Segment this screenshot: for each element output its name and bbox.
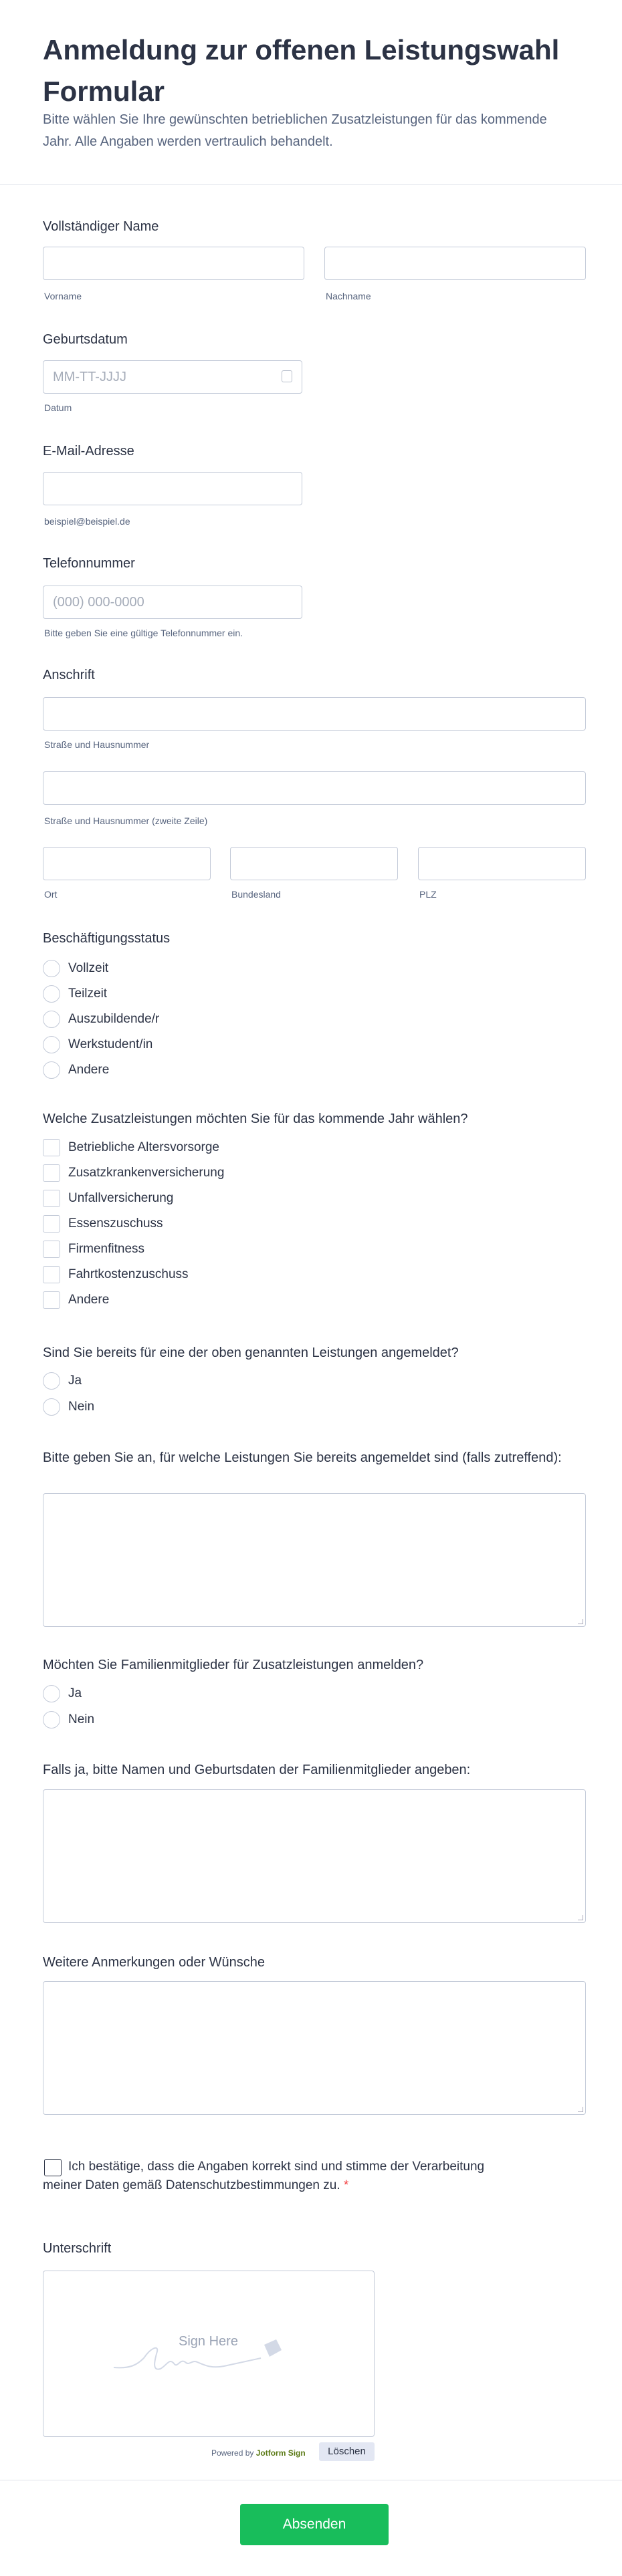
option-label: Firmenfitness (68, 1242, 145, 1256)
phone-sublabel: Bitte geben Sie eine gültige Telefonnummer ein. (44, 628, 243, 638)
remarks-textarea[interactable] (43, 1981, 586, 2115)
radio-button[interactable] (43, 960, 60, 977)
phone-input[interactable] (43, 586, 302, 619)
consent-label (43, 2158, 511, 2195)
checkbox-option[interactable] (43, 1291, 109, 1309)
radio-button[interactable] (43, 1372, 60, 1390)
checkbox-option[interactable] (43, 1265, 189, 1284)
consent-text: Ich bestätige, dass die Angaben korrekt sind und stimme der Verarbeitung meiner Daten gemäß Datenschutzbestimmungen zu. (43, 2160, 485, 2192)
checkbox[interactable] (43, 1164, 60, 1182)
last-name-input[interactable] (324, 247, 586, 280)
resize-handle-icon[interactable] (578, 2107, 583, 2112)
email-sublabel: beispiel@beispiel.de (44, 516, 130, 527)
form-title: Anmeldung zur offenen Leistungswahl Formular (43, 34, 560, 107)
birthdate-label: Geburtsdatum (43, 332, 128, 347)
option-label: Werkstudent/in (68, 1037, 153, 1051)
birthdate-placeholder: MM-TT-JJJJ (53, 370, 126, 384)
checkbox[interactable] (43, 1215, 60, 1233)
street2-sublabel: Straße und Hausnummer (zweite Zeile) (44, 815, 208, 826)
signature-pad[interactable] (43, 2271, 375, 2437)
checkbox-option[interactable] (43, 1189, 173, 1208)
checkbox-option[interactable] (43, 1240, 144, 1259)
birthdate-sublabel: Datum (44, 402, 72, 413)
option-label: Betriebliche Altersvorsorge (68, 1140, 219, 1154)
option-label: Ja (68, 1374, 82, 1388)
zip-input[interactable] (418, 847, 586, 880)
radio-button[interactable] (43, 1036, 60, 1053)
option-label: Nein (68, 1712, 95, 1726)
enrolled-label: Sind Sie bereits für eine der oben genannten Leistungen angemeldet? (43, 1345, 459, 1360)
birthdate-input[interactable] (43, 360, 302, 394)
street2-input[interactable] (43, 771, 586, 805)
radio-option[interactable] (43, 1372, 82, 1390)
signature-label: Unterschrift (43, 2241, 112, 2256)
calendar-icon[interactable] (282, 370, 292, 382)
clear-signature-button[interactable]: Löschen (319, 2442, 375, 2461)
radio-button[interactable] (43, 1711, 60, 1728)
option-label: Essenszuschuss (68, 1216, 163, 1231)
jotform-sign-brand: Jotform Sign (255, 2448, 306, 2458)
radio-option[interactable] (43, 959, 108, 978)
checkbox-option[interactable] (43, 1214, 163, 1233)
radio-option[interactable] (43, 1684, 82, 1703)
option-label: Unfallversicherung (68, 1191, 174, 1205)
resize-handle-icon[interactable] (578, 1915, 583, 1920)
enrolled-detail-label: Bitte geben Sie an, für welche Leistungen Sie bereits angemeldet sind (falls zutreffend): (43, 1450, 562, 1465)
address-label: Anschrift (43, 668, 95, 682)
resize-handle-icon[interactable] (578, 1619, 583, 1624)
option-label: Fahrtkostenzuschuss (68, 1267, 189, 1281)
radio-option[interactable] (43, 1035, 152, 1054)
email-label: E-Mail-Adresse (43, 444, 134, 459)
option-label: Ja (68, 1686, 82, 1700)
checkbox[interactable] (43, 1266, 60, 1283)
radio-option[interactable] (43, 1398, 94, 1416)
name-label: Vollständiger Name (43, 219, 159, 234)
radio-button[interactable] (43, 985, 60, 1003)
header-divider (0, 184, 622, 185)
radio-button[interactable] (43, 1398, 60, 1416)
city-input[interactable] (43, 847, 211, 880)
city-sublabel: Ort (44, 889, 58, 900)
option-label: Andere (68, 1063, 110, 1077)
checkbox[interactable] (43, 1291, 60, 1309)
powered-by (211, 2448, 306, 2458)
radio-button[interactable] (43, 1011, 60, 1028)
powered-by-text: Powered by (211, 2448, 254, 2458)
email-input[interactable] (43, 472, 302, 505)
checkbox-option[interactable] (43, 1138, 219, 1157)
checkbox[interactable] (43, 1139, 60, 1156)
option-label: Auszubildende/r (68, 1012, 160, 1026)
required-asterisk: * (343, 2178, 349, 2192)
state-sublabel: Bundesland (231, 889, 281, 900)
radio-option[interactable] (43, 985, 107, 1003)
family-label: Möchten Sie Familienmitglieder für Zusatzleistungen anmelden? (43, 1658, 424, 1672)
benefits-label: Welche Zusatzleistungen möchten Sie für das kommende Jahr wählen? (43, 1112, 468, 1126)
first-name-sublabel: Vorname (44, 291, 82, 301)
zip-sublabel: PLZ (419, 889, 437, 900)
phone-placeholder: (000) 000-0000 (53, 595, 144, 610)
remarks-label: Weitere Anmerkungen oder Wünsche (43, 1955, 266, 1970)
state-input[interactable] (230, 847, 398, 880)
option-label: Andere (68, 1293, 110, 1307)
form-subtitle: Bitte wählen Sie Ihre gewünschten betrieblichen Zusatzleistungen für das kommende Jahr. Alle Angaben werden vertraulich behandelt. (43, 112, 547, 149)
option-label: Nein (68, 1400, 95, 1414)
checkbox[interactable] (43, 1190, 60, 1207)
option-label: Zusatzkrankenversicherung (68, 1166, 225, 1180)
checkbox-option[interactable] (43, 1164, 224, 1182)
family-detail-textarea[interactable] (43, 1789, 586, 1923)
checkbox[interactable] (43, 1241, 60, 1258)
radio-option[interactable] (43, 1061, 109, 1079)
signature-scribble-icon (110, 2338, 311, 2378)
radio-option[interactable] (43, 1710, 94, 1729)
submit-button[interactable]: Absenden (240, 2504, 389, 2545)
street-sublabel: Straße und Hausnummer (44, 739, 150, 750)
sign-here-hint: Sign Here (179, 2334, 238, 2349)
option-label: Vollzeit (68, 961, 109, 975)
radio-button[interactable] (43, 1685, 60, 1702)
employment-label: Beschäftigungsstatus (43, 931, 171, 946)
radio-button[interactable] (43, 1061, 60, 1079)
option-label: Teilzeit (68, 987, 108, 1001)
enrolled-detail-textarea[interactable] (43, 1493, 586, 1627)
first-name-input[interactable] (43, 247, 304, 280)
family-detail-label: Falls ja, bitte Namen und Geburtsdaten der Familienmitglieder angeben: (43, 1763, 471, 1777)
street-input[interactable] (43, 697, 586, 731)
last-name-sublabel: Nachname (326, 291, 371, 301)
phone-label: Telefonnummer (43, 556, 135, 571)
radio-option[interactable] (43, 1010, 159, 1029)
